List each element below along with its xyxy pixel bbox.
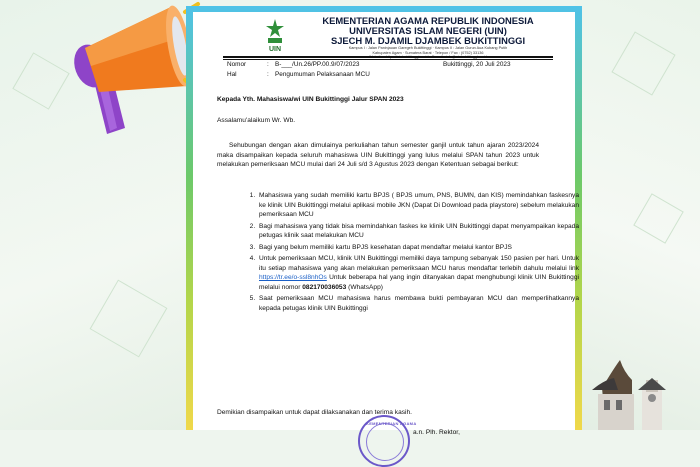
greeting: Assalamu'alaikum Wr. Wb. bbox=[217, 117, 296, 124]
colon: : bbox=[267, 61, 269, 68]
nomor-label: Nomor bbox=[227, 61, 247, 68]
hal-value: Pengumuman Pelaksanaan MCU bbox=[275, 71, 370, 78]
list-item-text: Untuk beberapa hal yang ingin ditanyakan dapat menghubungi klinik UIN Bukittinggi melalui nomor bbox=[259, 274, 579, 291]
megaphone-icon bbox=[55, 0, 200, 140]
letterhead-ministry: KEMENTERIAN AGAMA REPUBLIK INDONESIA bbox=[322, 15, 534, 26]
nomor-value: B-___/Un.26/PP.00.9/07/2023 bbox=[275, 61, 360, 68]
letterhead-university-name: SJECH M. DJAMIL DJAMBEK BUKITTINGGI bbox=[330, 35, 526, 46]
registration-link[interactable]: https://tr.ee/o-ssl8nhOs bbox=[259, 274, 327, 281]
list-item-text: Saat pemeriksaan MCU mahasiswa harus membawa bukti pembayaran MCU dan memperlihatkannya kepada petugas klinik UIN Bukittinggi bbox=[259, 295, 579, 312]
list-item-text: (WhatsApp) bbox=[348, 283, 383, 291]
signature-title: a.n. Plh. Rektor, bbox=[413, 429, 460, 436]
letter-date: Bukittinggi, 20 Juli 2023 bbox=[443, 61, 511, 68]
requirements-list bbox=[217, 191, 579, 315]
clinic-phone: 082170036053 bbox=[302, 283, 347, 291]
intro-paragraph: Sehubungan dengan akan dimulainya perkuliahan tahun semester ganjil untuk tahun ajaran 2023/2024 maka disampaikan kepada seluruh mahasiswa UIN Bukittinggi yang lulus melalui SPAN tahun 2023 untuk melakukan pemeriksaan MCU mulai dari 24 Juli s/d 3 Agustus 2023 dengan Ketentuan sebagai berikut: bbox=[217, 142, 539, 169]
colon: : bbox=[267, 71, 269, 78]
list-item-text: Untuk pemeriksaan MCU, klinik UIN Bukittinggi memiliki daya tampung sebanyak 150 pasien per hari. Untuk itu setiap mahasiswa yang akan melakukan pemeriksaan MCU harus mendaftar terlebih dahulu melalui link bbox=[259, 255, 579, 272]
list-item-text: Mahasiswa yang sudah memiliki kartu BPJS ( BPJS umum, PNS, BUMN, dan KIS) memindahkan faskesnya ke klinik UIN Bukittinggi melalui aplikasi mobile JKN (Dapat Di Download pada playstore) sebelum melakukan pemeriksaan MCU bbox=[259, 192, 579, 218]
list-item-text: Bagi mahasiswa yang tidak bisa memindahkan faskes ke klinik UIN Bukittinggi dapat menyampaikan kepada petugas klinik saat melakukan MCU bbox=[259, 222, 579, 239]
stamp-inner-ring bbox=[366, 423, 404, 461]
addressee: Kepada Yth. Mahasiswa/wi UIN Bukittinggi Jalur SPAN 2023 bbox=[217, 96, 404, 103]
building-illustration bbox=[584, 350, 700, 430]
letterhead-rule-thin bbox=[223, 59, 553, 60]
uin-logo-icon bbox=[265, 18, 285, 54]
letterhead-university: UNIVERSITAS ISLAM NEGERI (UIN) bbox=[349, 25, 507, 36]
hal-label: Hal bbox=[227, 71, 237, 78]
letterhead-address: Kampus I : Jalan Paninjauan Garegeh Bukittinggi · Kampus II : Jalan Gurun Aua Kubang Putih bbox=[348, 46, 508, 50]
list-item bbox=[257, 191, 579, 220]
letterhead-address: Kabupaten Agam · Sumatera Barat · Telepon / Fax : (0752) 33136 bbox=[372, 50, 484, 55]
closing-line: Demikian disampaikan untuk dapat dilaksanakan dan terima kasih. bbox=[217, 409, 412, 416]
letter-number-row bbox=[227, 61, 359, 68]
official-stamp bbox=[358, 415, 417, 467]
letter-subject-row bbox=[227, 71, 370, 78]
list-item bbox=[257, 243, 579, 253]
stamp-text: KEMENTERIAN AGAMA bbox=[366, 421, 417, 426]
letterhead bbox=[293, 16, 563, 60]
list-item bbox=[257, 254, 579, 292]
logo-text: UIN bbox=[268, 46, 282, 53]
letterhead-rule bbox=[223, 56, 553, 58]
list-item bbox=[257, 294, 579, 313]
letter-paper bbox=[193, 12, 579, 436]
list-item-text: Bagi yang belum memiliki kartu BPJS kesehatan dapat mendaftar melalui kantor BPJS bbox=[259, 243, 512, 251]
list-item bbox=[257, 222, 579, 241]
